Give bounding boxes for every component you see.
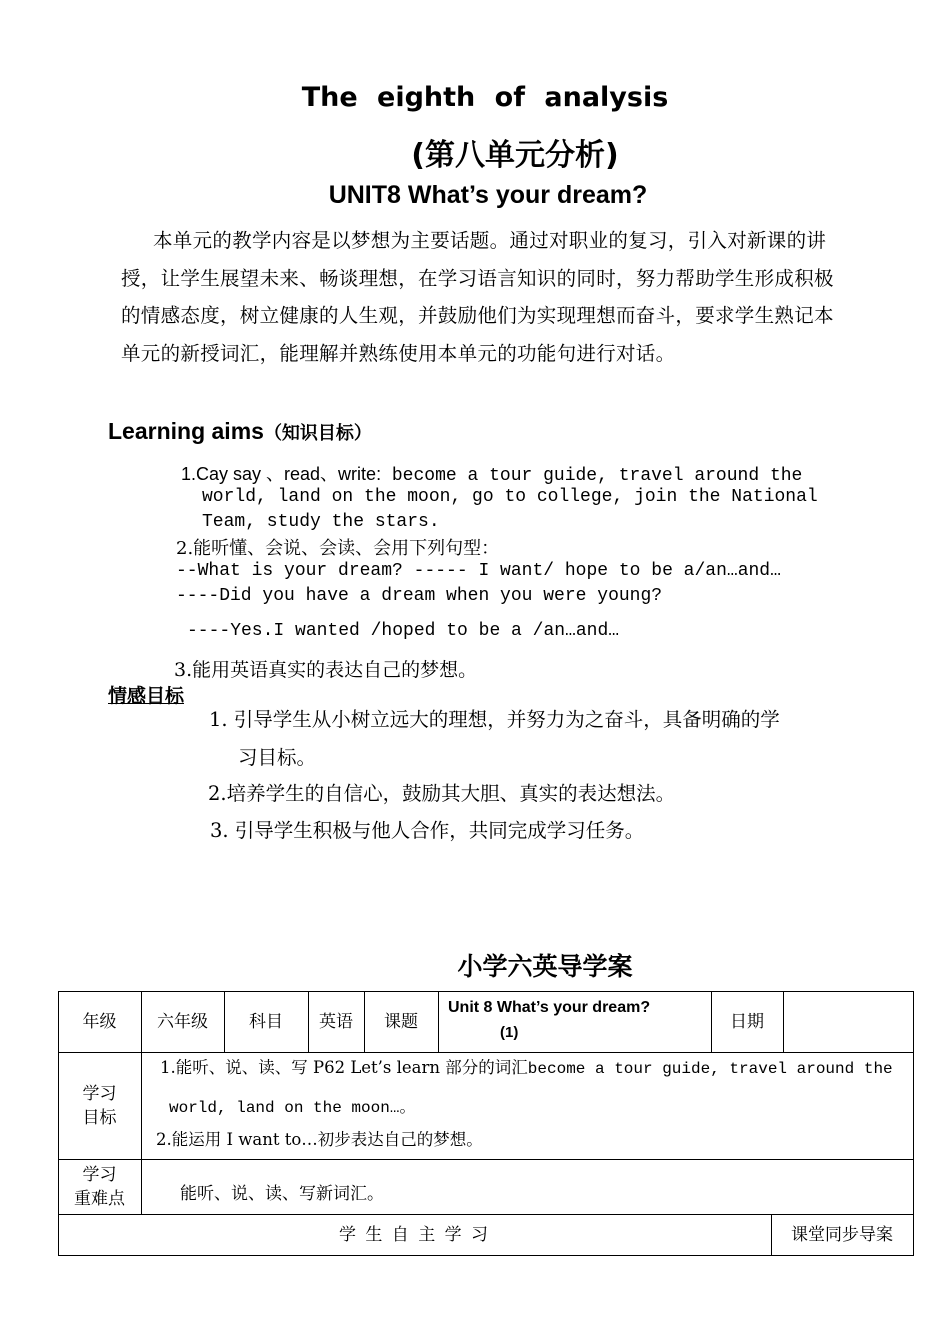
- emotion-goals-heading: 情感目标: [108, 685, 185, 707]
- topic-label: 课题: [384, 1011, 418, 1032]
- date-value: [783, 991, 913, 1052]
- intro-paragraph: 本单元的教学内容是以梦想为主要话题。通过对职业的复习，引入对新课的讲授，让学生展望未来、畅谈理想，在学习语言知识的同时，努力帮助学生形成积极的情感态度，树立健康的人生观，并鼓励他们为实现理想而奋斗，要求学生熟记本单元的新授词汇，能理解并熟练使用本单元的功能句进行对话。: [121, 229, 834, 365]
- learning-aims-heading: [108, 418, 372, 445]
- grade-value: 六年级: [157, 1011, 208, 1032]
- goal-2: 2.能运用 I want to…初步表达自己的梦想。: [156, 1130, 483, 1149]
- goal-1: [160, 1054, 893, 1078]
- topic-value-text: Unit 8 What’s your dream?: [448, 999, 651, 1016]
- aim-item-3: 3.能用英语真实的表达自己的梦想。: [174, 659, 478, 681]
- aim-item-2-sentence-3: ----Yes.I wanted /hoped to be a /an…and…: [187, 621, 620, 641]
- goal-1-words: become a tour guide, travel around the: [527, 1060, 893, 1078]
- aim-item-1: [181, 460, 802, 486]
- aim-item-2-sentence-1: --What is your dream? ----- I want/ hope to be a/an…and…: [176, 561, 781, 581]
- emotion-item-1-cont: 习目标。: [238, 746, 317, 769]
- table-rule: [58, 1159, 914, 1160]
- learning-aims-heading-paren: （知识目标）: [263, 423, 372, 444]
- unit-title: UNIT8 What’s your dream?: [328, 181, 648, 209]
- topic-value: [448, 999, 650, 1017]
- document-title-zh: (第八单元分析): [411, 138, 619, 173]
- aim-item-1-words-line3: Team, study the stars.: [202, 512, 440, 532]
- topic-value-line1: [448, 999, 650, 1016]
- class-guide-header: 课堂同步导案: [791, 1224, 893, 1245]
- emotion-item-2: 2.培养学生的自信心，鼓励其大胆、真实的表达想法。: [208, 782, 676, 805]
- learning-aims-heading-text: Learning aims: [108, 418, 264, 444]
- emotion-item-1: 1. 引导学生从小树立远大的理想，并努力为之奋斗，具备明确的学: [209, 708, 780, 731]
- aim-item-1-line2: [202, 485, 818, 507]
- table-rule: [58, 1255, 914, 1256]
- table-rule: [438, 991, 439, 1053]
- key-points-label-line2: 重难点: [74, 1188, 125, 1209]
- key-points-label: [58, 1159, 141, 1214]
- aim-item-2-heading: 2.能听懂、会说、会读、会用下列句型：: [176, 538, 500, 559]
- document-title-en: The eighth of analysis: [301, 82, 669, 113]
- topic-value-line2: (1): [500, 1024, 519, 1041]
- subject-value: 英语: [319, 1011, 353, 1032]
- aim-item-1-words-line2: world, land on the moon, go to college, join the National: [202, 487, 818, 507]
- key-points-value: 能听、说、读、写新词汇。: [180, 1184, 384, 1204]
- goal-label: [58, 1052, 141, 1159]
- aim-item-1-line3: [202, 510, 440, 532]
- aim-item-1-label: 1.Cay say 、read、write:: [181, 464, 382, 484]
- grade-label: 年级: [82, 1011, 117, 1032]
- date-label: 日期: [730, 1011, 764, 1032]
- goal-1-cont: world, land on the moon…。: [169, 1099, 416, 1117]
- self-study-header: 学 生 自 主 学 习: [338, 1224, 491, 1245]
- aim-item-1-words-line1: become a tour guide, travel around the: [381, 466, 803, 486]
- goal-label-line1: 学习: [82, 1083, 117, 1104]
- table-rule: [58, 1052, 914, 1053]
- goal-label-line2: 目标: [82, 1107, 117, 1128]
- aim-item-2-sentence-2: ----Did you have a dream when you were young?: [176, 586, 663, 606]
- table-rule: [913, 991, 914, 1256]
- goal-1-prefix: 1.能听、说、读、写 P62 Let’s learn 部分的词汇: [160, 1058, 528, 1077]
- emotion-item-3: 3. 引导学生积极与他人合作，共同完成学习任务。: [210, 819, 645, 842]
- subject-label: 科目: [249, 1011, 283, 1032]
- key-points-label-line1: 学习: [82, 1164, 117, 1185]
- lesson-plan-title: 小学六英导学案: [457, 952, 633, 981]
